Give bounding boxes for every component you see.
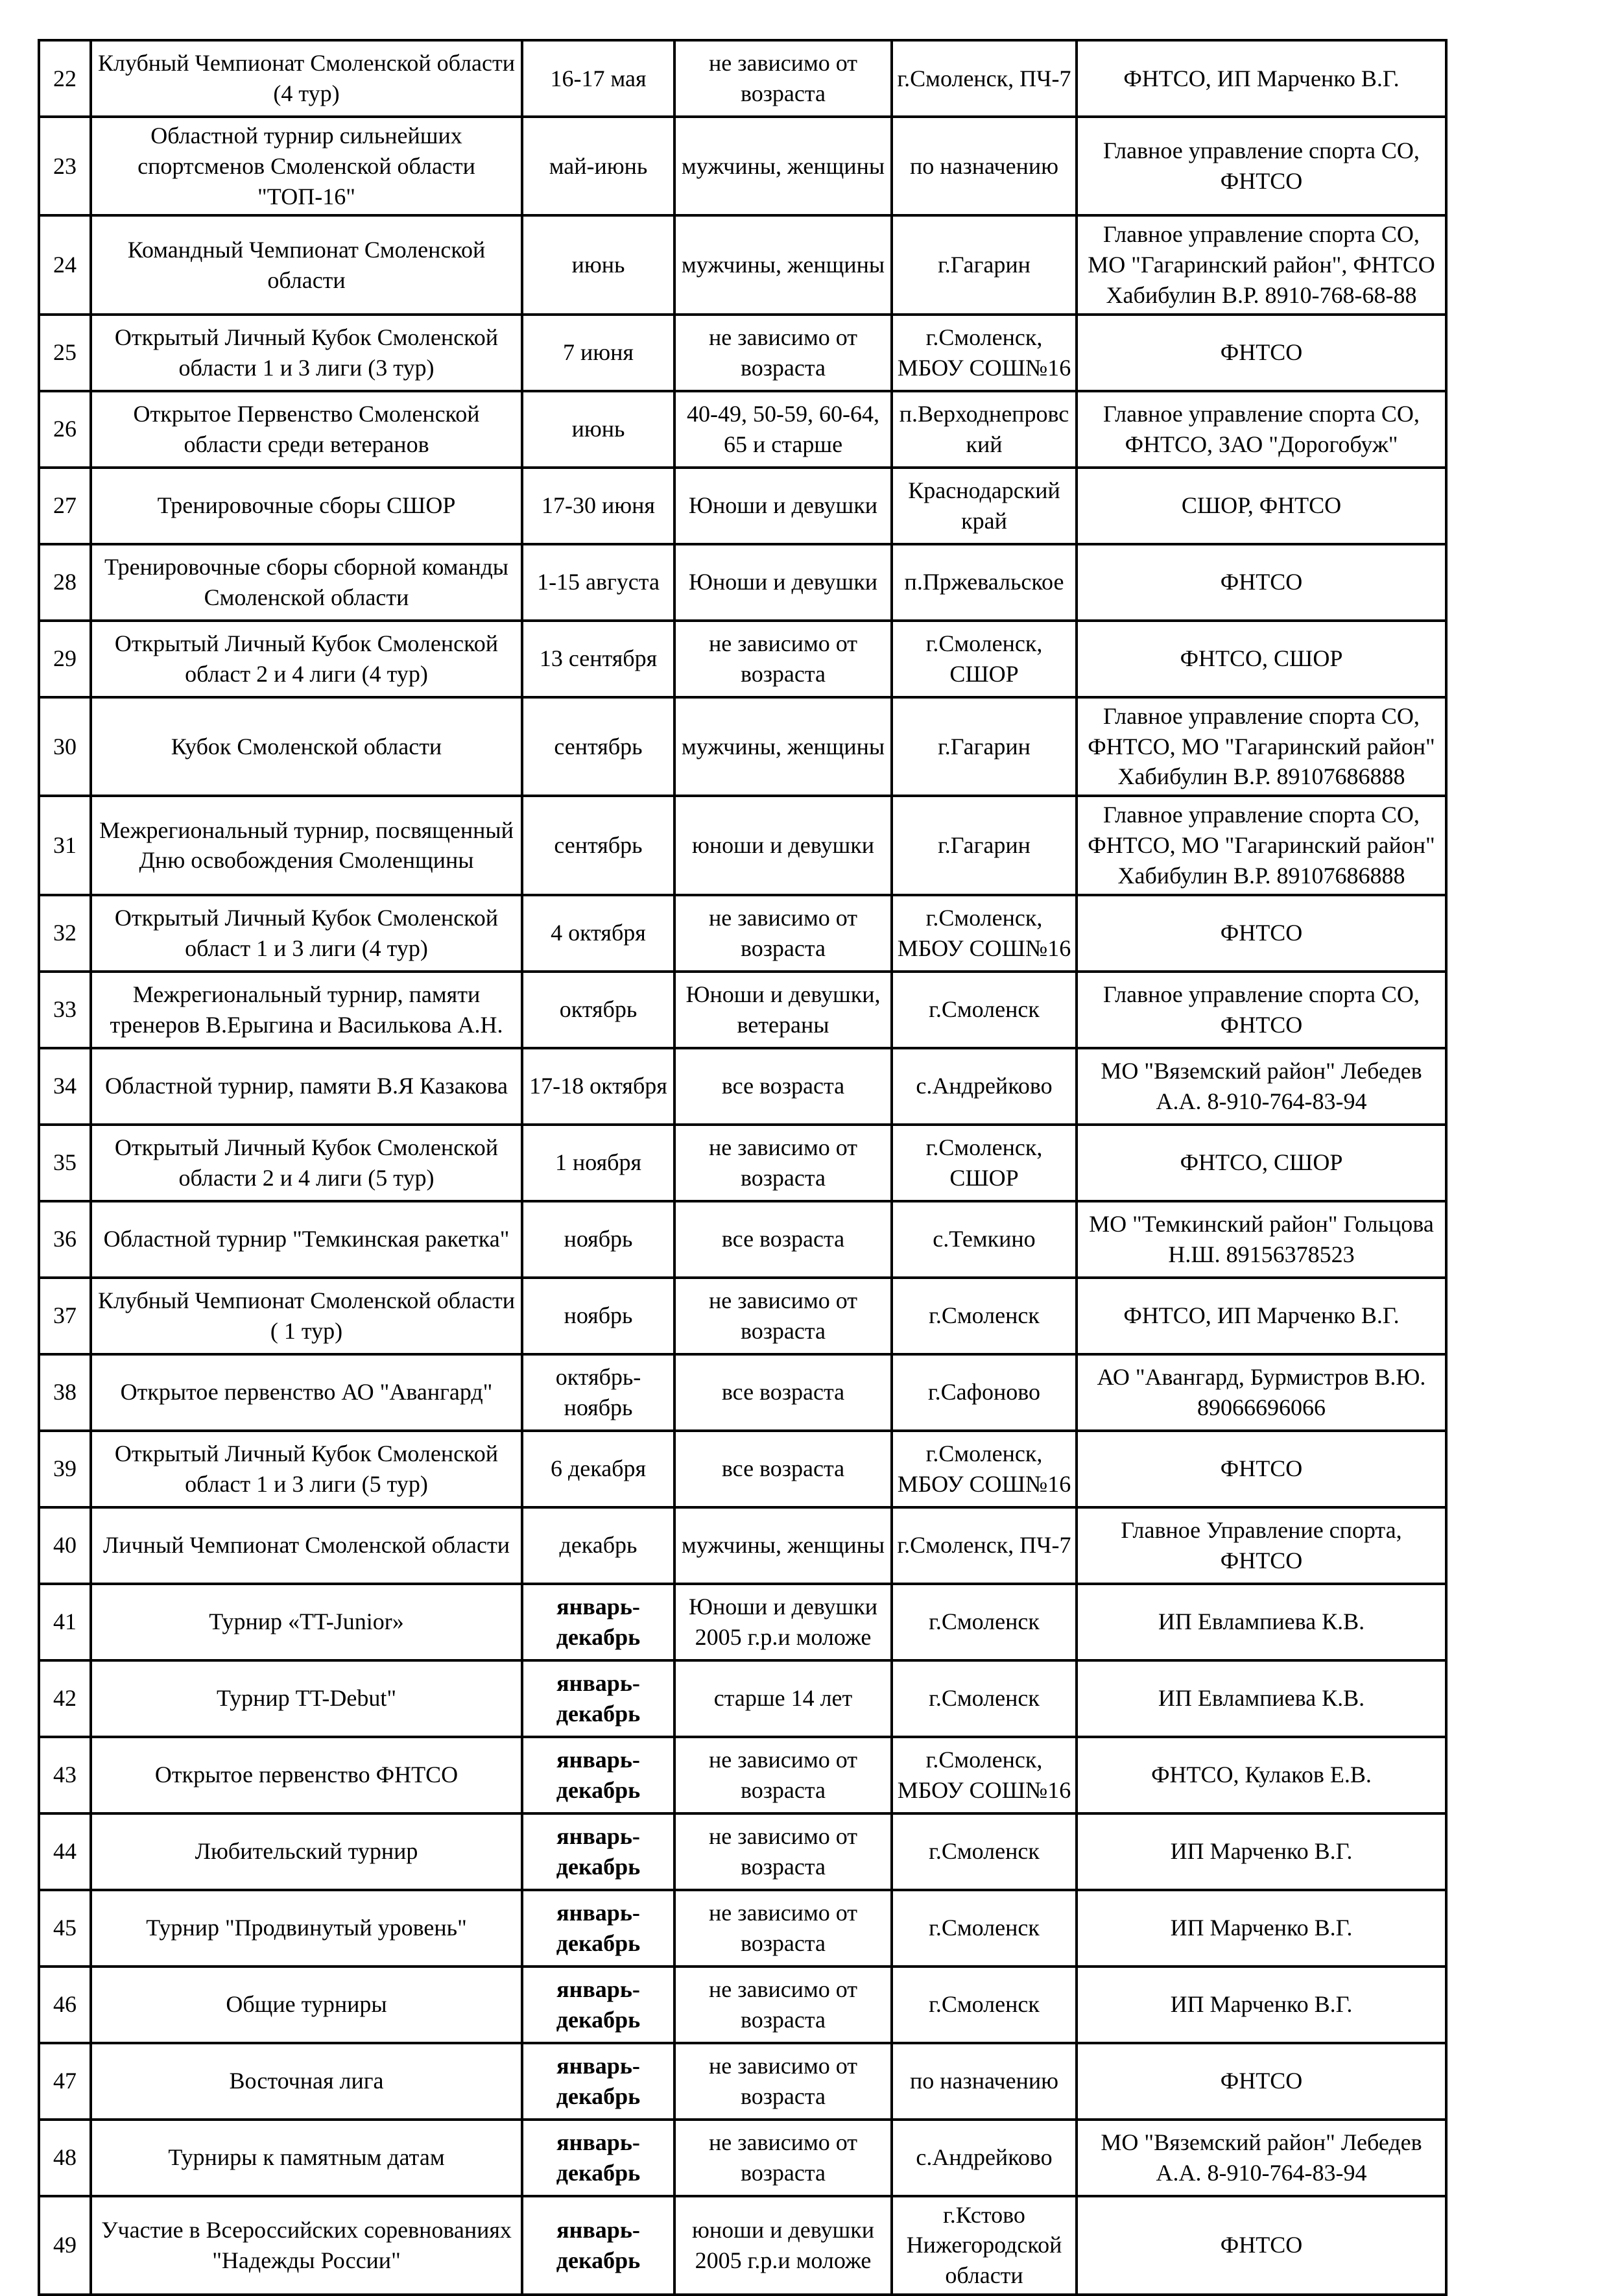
venue-cell: г.Гагарин [892, 215, 1077, 314]
venue-cell: г.Смоленск, МБОУ СОШ№16 [892, 1431, 1077, 1507]
participants-cell: не зависимо от возраста [674, 1813, 892, 1890]
table-row [39, 697, 1446, 796]
participants-cell: не зависимо от возраста [674, 40, 892, 117]
event-name-cell: Общие турниры [91, 1967, 522, 2043]
organizer-cell: Главное управление спорта СО, ФНТСО [1077, 117, 1446, 215]
venue-cell: г.Смоленск [892, 972, 1077, 1048]
participants-cell: не зависимо от возраста [674, 1737, 892, 1813]
event-date-cell: 17-18 октября [522, 1048, 674, 1125]
row-number-cell: 40 [39, 1507, 91, 1584]
table-row [39, 391, 1446, 468]
row-number-cell: 36 [39, 1201, 91, 1278]
organizer-cell: Главное управление спорта СО, ФНТСО, МО "Гагаринский район" Хабибулин В.Р. 89107686888 [1077, 697, 1446, 796]
row-number-cell: 26 [39, 391, 91, 468]
table-row [39, 1660, 1446, 1737]
organizer-cell: Главное управление спорта СО, ФНТСО, МО "Гагаринский район" Хабибулин В.Р. 89107686888 [1077, 796, 1446, 894]
venue-cell: г.Смоленск, МБОУ СОШ№16 [892, 895, 1077, 972]
event-name-cell: Восточная лига [91, 2043, 522, 2120]
organizer-cell: ФНТСО [1077, 2043, 1446, 2120]
participants-cell: старше 14 лет [674, 1660, 892, 1737]
row-number-cell: 28 [39, 544, 91, 621]
venue-cell: г.Смоленск, ПЧ-7 [892, 40, 1077, 117]
row-number-cell: 49 [39, 2196, 91, 2295]
event-name-cell: Открытое первенство ФНТСО [91, 1737, 522, 1813]
participants-cell: Юноши и девушки, ветераны [674, 972, 892, 1048]
event-name-cell: Межрегиональный турнир, памяти тренеров В.Ерыгина и Василькова А.Н. [91, 972, 522, 1048]
event-name-cell: Турнир "Продвинутый уровень" [91, 1890, 522, 1967]
participants-cell: не зависимо от возраста [674, 1967, 892, 2043]
table-row [39, 1967, 1446, 2043]
venue-cell: г.Кстово Нижегородской области [892, 2196, 1077, 2295]
organizer-cell: МО "Вяземский район" Лебедев А.А. 8-910-764-83-94 [1077, 1048, 1446, 1125]
event-date-cell: январь-декабрь [522, 1967, 674, 2043]
event-date-cell: 17-30 июня [522, 468, 674, 544]
venue-cell: с.Андрейково [892, 1048, 1077, 1125]
table-row [39, 468, 1446, 544]
event-name-cell: Открытый Личный Кубок Смоленской области 1 и 3 лиги (3 тур) [91, 315, 522, 391]
table-row [39, 215, 1446, 314]
row-number-cell: 24 [39, 215, 91, 314]
table-row [39, 972, 1446, 1048]
table-row [39, 117, 1446, 215]
organizer-cell: ФНТСО, ИП Марченко В.Г. [1077, 40, 1446, 117]
row-number-cell: 41 [39, 1584, 91, 1660]
event-name-cell: Областной турнир сильнейших спортсменов Смоленской области "ТОП-16" [91, 117, 522, 215]
event-name-cell: Тренировочные сборы СШОР [91, 468, 522, 544]
event-name-cell: Открытый Личный Кубок Смоленской област 1 и 3 лиги (4 тур) [91, 895, 522, 972]
event-name-cell: Турниры к памятным датам [91, 2120, 522, 2196]
venue-cell: г.Гагарин [892, 796, 1077, 894]
organizer-cell: АО "Авангард, Бурмистров В.Ю. 89066696066 [1077, 1354, 1446, 1431]
event-name-cell: Открытый Личный Кубок Смоленской област 2 и 4 лиги (4 тур) [91, 621, 522, 697]
event-date-cell: январь-декабрь [522, 2196, 674, 2295]
event-date-cell: ноябрь [522, 1278, 674, 1354]
table-row [39, 1048, 1446, 1125]
venue-cell: п.Пржевальское [892, 544, 1077, 621]
event-date-cell: январь-декабрь [522, 1584, 674, 1660]
participants-cell: все возраста [674, 1048, 892, 1125]
participants-cell: не зависимо от возраста [674, 895, 892, 972]
participants-cell: мужчины, женщины [674, 117, 892, 215]
organizer-cell: СШОР, ФНТСО [1077, 468, 1446, 544]
row-number-cell: 29 [39, 621, 91, 697]
event-date-cell: октябрь [522, 972, 674, 1048]
participants-cell: не зависимо от возраста [674, 2043, 892, 2120]
event-date-cell: 7 июня [522, 315, 674, 391]
event-name-cell: Командный Чемпионат Смоленской области [91, 215, 522, 314]
venue-cell: с.Темкино [892, 1201, 1077, 1278]
participants-cell: Юноши и девушки [674, 544, 892, 621]
event-name-cell: Турнир TT-Debut" [91, 1660, 522, 1737]
row-number-cell: 23 [39, 117, 91, 215]
table-row [39, 796, 1446, 894]
event-name-cell: Открытое Первенство Смоленской области среди ветеранов [91, 391, 522, 468]
event-name-cell: Тренировочные сборы сборной команды Смоленской области [91, 544, 522, 621]
table-row [39, 2120, 1446, 2196]
table-row [39, 544, 1446, 621]
event-date-cell: январь-декабрь [522, 2120, 674, 2196]
table-row [39, 1201, 1446, 1278]
event-date-cell: 6 декабря [522, 1431, 674, 1507]
row-number-cell: 35 [39, 1125, 91, 1201]
row-number-cell: 31 [39, 796, 91, 894]
row-number-cell: 43 [39, 1737, 91, 1813]
event-date-cell: январь-декабрь [522, 2043, 674, 2120]
venue-cell: г.Смоленск [892, 1813, 1077, 1890]
row-number-cell: 45 [39, 1890, 91, 1967]
venue-cell: г.Смоленск [892, 1660, 1077, 1737]
organizer-cell: ФНТСО [1077, 544, 1446, 621]
venue-cell: г.Смоленск, МБОУ СОШ№16 [892, 315, 1077, 391]
event-name-cell: Турнир «TT-Junior» [91, 1584, 522, 1660]
events-table-body [39, 40, 1446, 2295]
participants-cell: не зависимо от возраста [674, 1890, 892, 1967]
venue-cell: г.Смоленск, МБОУ СОШ№16 [892, 1737, 1077, 1813]
participants-cell: юноши и девушки 2005 г.р.и моложе [674, 2196, 892, 2295]
organizer-cell: ФНТСО [1077, 895, 1446, 972]
participants-cell: Юноши и девушки [674, 468, 892, 544]
event-date-cell: май-июнь [522, 117, 674, 215]
row-number-cell: 25 [39, 315, 91, 391]
participants-cell: не зависимо от возраста [674, 1278, 892, 1354]
table-row [39, 621, 1446, 697]
organizer-cell: ИП Марченко В.Г. [1077, 1967, 1446, 2043]
table-row [39, 315, 1446, 391]
event-name-cell: Клубный Чемпионат Смоленской области ( 1 тур) [91, 1278, 522, 1354]
venue-cell: г.Смоленск, СШОР [892, 1125, 1077, 1201]
event-name-cell: Участие в Всероссийских соревнованиях "Надежды России" [91, 2196, 522, 2295]
participants-cell: все возраста [674, 1354, 892, 1431]
organizer-cell: ФНТСО [1077, 315, 1446, 391]
organizer-cell: Главное управление спорта СО, МО "Гагаринский район", ФНТСО Хабибулин В.Р. 8910-768-68-88 [1077, 215, 1446, 314]
table-row [39, 1737, 1446, 1813]
organizer-cell: ИП Марченко В.Г. [1077, 1890, 1446, 1967]
row-number-cell: 32 [39, 895, 91, 972]
table-row [39, 1278, 1446, 1354]
venue-cell: г.Смоленск [892, 1890, 1077, 1967]
participants-cell: не зависимо от возраста [674, 315, 892, 391]
venue-cell: г.Смоленск [892, 1278, 1077, 1354]
event-date-cell: июнь [522, 215, 674, 314]
organizer-cell: ИП Евлампиева К.В. [1077, 1660, 1446, 1737]
participants-cell: все возраста [674, 1201, 892, 1278]
venue-cell: г.Смоленск, ПЧ-7 [892, 1507, 1077, 1584]
organizer-cell: Главное управление спорта СО, ФНТСО [1077, 972, 1446, 1048]
venue-cell: по назначению [892, 117, 1077, 215]
event-name-cell: Областной турнир "Темкинская ракетка" [91, 1201, 522, 1278]
event-name-cell: Открытый Личный Кубок Смоленской област 1 и 3 лиги (5 тур) [91, 1431, 522, 1507]
event-date-cell: ноябрь [522, 1201, 674, 1278]
participants-cell: не зависимо от возраста [674, 2120, 892, 2196]
table-row [39, 40, 1446, 117]
participants-cell: мужчины, женщины [674, 215, 892, 314]
event-date-cell: июнь [522, 391, 674, 468]
event-date-cell: 4 октября [522, 895, 674, 972]
row-number-cell: 27 [39, 468, 91, 544]
event-name-cell: Межрегиональный турнир, посвященный Дню освобождения Смоленщины [91, 796, 522, 894]
table-row [39, 1354, 1446, 1431]
event-date-cell: декабрь [522, 1507, 674, 1584]
event-date-cell: октябрь-ноябрь [522, 1354, 674, 1431]
table-row [39, 2043, 1446, 2120]
row-number-cell: 33 [39, 972, 91, 1048]
event-name-cell: Областной турнир, памяти В.Я Казакова [91, 1048, 522, 1125]
participants-cell: все возраста [674, 1431, 892, 1507]
row-number-cell: 39 [39, 1431, 91, 1507]
organizer-cell: ФНТСО, СШОР [1077, 621, 1446, 697]
venue-cell: п.Верходнепровский [892, 391, 1077, 468]
venue-cell: с.Андрейково [892, 2120, 1077, 2196]
event-date-cell: 1-15 августа [522, 544, 674, 621]
venue-cell: Краснодарский край [892, 468, 1077, 544]
participants-cell: мужчины, женщины [674, 697, 892, 796]
venue-cell: г.Смоленск [892, 1967, 1077, 2043]
table-row [39, 2196, 1446, 2295]
table-row [39, 1431, 1446, 1507]
event-date-cell: 13 сентября [522, 621, 674, 697]
row-number-cell: 42 [39, 1660, 91, 1737]
row-number-cell: 37 [39, 1278, 91, 1354]
event-date-cell: январь-декабрь [522, 1737, 674, 1813]
participants-cell: не зависимо от возраста [674, 1125, 892, 1201]
event-name-cell: Клубный Чемпионат Смоленской области (4 тур) [91, 40, 522, 117]
venue-cell: г.Гагарин [892, 697, 1077, 796]
organizer-cell: МО "Темкинский район" Гольцова Н.Ш. 89156378523 [1077, 1201, 1446, 1278]
event-date-cell: январь-декабрь [522, 1890, 674, 1967]
event-date-cell: январь-декабрь [522, 1813, 674, 1890]
table-row [39, 1125, 1446, 1201]
participants-cell: не зависимо от возраста [674, 621, 892, 697]
table-row [39, 1890, 1446, 1967]
organizer-cell: ФНТСО [1077, 2196, 1446, 2295]
organizer-cell: ФНТСО, СШОР [1077, 1125, 1446, 1201]
table-row [39, 1813, 1446, 1890]
organizer-cell: ФНТСО, Кулаков Е.В. [1077, 1737, 1446, 1813]
row-number-cell: 38 [39, 1354, 91, 1431]
event-date-cell: январь-декабрь [522, 1660, 674, 1737]
event-date-cell: 16-17 мая [522, 40, 674, 117]
participants-cell: мужчины, женщины [674, 1507, 892, 1584]
row-number-cell: 34 [39, 1048, 91, 1125]
row-number-cell: 22 [39, 40, 91, 117]
organizer-cell: ФНТСО, ИП Марченко В.Г. [1077, 1278, 1446, 1354]
event-name-cell: Любительский турнир [91, 1813, 522, 1890]
venue-cell: г.Сафоново [892, 1354, 1077, 1431]
venue-cell: по назначению [892, 2043, 1077, 2120]
venue-cell: г.Смоленск, СШОР [892, 621, 1077, 697]
events-table [38, 39, 1448, 2296]
organizer-cell: МО "Вяземский район" Лебедев А.А. 8-910-764-83-94 [1077, 2120, 1446, 2196]
participants-cell: 40-49, 50-59, 60-64, 65 и старше [674, 391, 892, 468]
row-number-cell: 46 [39, 1967, 91, 2043]
table-row [39, 1507, 1446, 1584]
row-number-cell: 30 [39, 697, 91, 796]
row-number-cell: 44 [39, 1813, 91, 1890]
event-name-cell: Личный Чемпионат Смоленской области [91, 1507, 522, 1584]
event-name-cell: Открытый Личный Кубок Смоленской области 2 и 4 лиги (5 тур) [91, 1125, 522, 1201]
participants-cell: юноши и девушки [674, 796, 892, 894]
event-date-cell: 1 ноября [522, 1125, 674, 1201]
participants-cell: Юноши и девушки 2005 г.р.и моложе [674, 1584, 892, 1660]
event-name-cell: Кубок Смоленской области [91, 697, 522, 796]
organizer-cell: Главное Управление спорта, ФНТСО [1077, 1507, 1446, 1584]
organizer-cell: Главное управление спорта СО, ФНТСО, ЗАО "Дорогобуж" [1077, 391, 1446, 468]
venue-cell: г.Смоленск [892, 1584, 1077, 1660]
organizer-cell: ФНТСО [1077, 1431, 1446, 1507]
row-number-cell: 48 [39, 2120, 91, 2196]
event-date-cell: сентябрь [522, 697, 674, 796]
table-row [39, 895, 1446, 972]
event-date-cell: сентябрь [522, 796, 674, 894]
event-name-cell: Открытое первенство АО "Авангард" [91, 1354, 522, 1431]
row-number-cell: 47 [39, 2043, 91, 2120]
table-row [39, 1584, 1446, 1660]
organizer-cell: ИП Евлампиева К.В. [1077, 1584, 1446, 1660]
organizer-cell: ИП Марченко В.Г. [1077, 1813, 1446, 1890]
